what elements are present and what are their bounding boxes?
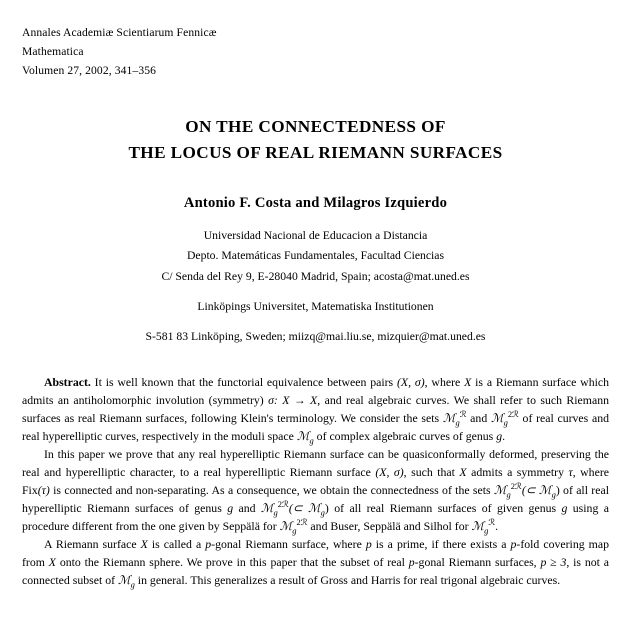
symbol-paren-1: ) bbox=[555, 482, 560, 497]
abstract-text-2i: using a procedure different from the one given by Seppälä for bbox=[22, 500, 609, 533]
abstract-text-1h: . bbox=[502, 428, 506, 443]
symbol-fix-tau: (τ) bbox=[37, 482, 50, 497]
symbol-sup-2r-2: 2ℛ bbox=[510, 480, 522, 491]
symbol-sub-g-5: g bbox=[551, 489, 556, 500]
symbol-sub-g-8: g bbox=[292, 525, 297, 535]
abstract-text-2g: and bbox=[233, 500, 261, 515]
symbol-sub-g-3: g bbox=[309, 434, 314, 445]
abstract-text-2k: . bbox=[495, 518, 499, 533]
abstract-text-1a: It is well known that the functorial equivalence between pairs bbox=[90, 374, 397, 389]
abstract-text-3i: in general. This generalizes a result of Gross and Harris for real trigonal algebraic curves. bbox=[134, 572, 561, 587]
journal-name-line1: Annales Academiæ Scientiarum Fennicæ bbox=[22, 26, 217, 39]
abstract-text-2h: of all real Riemann surfaces of given genus bbox=[328, 500, 562, 515]
abstract-text-2a: In this paper we prove that any real hyperelliptic Riemann surface can be quasiconformally deformed, preserving the real and hyperelliptic character, to a real hyperelliptic Riemann surface bbox=[22, 446, 609, 479]
journal-name-line2: Mathematica bbox=[22, 44, 84, 58]
symbol-sub-g-2: g bbox=[503, 416, 508, 427]
abstract-paragraph-3 bbox=[22, 536, 609, 590]
symbol-sup-2r-3: 2ℛ bbox=[277, 498, 289, 509]
symbol-g-3: g bbox=[561, 500, 568, 515]
symbol-g-2: g bbox=[227, 500, 234, 515]
abstract-text-2d: , where Fix bbox=[22, 464, 609, 497]
affiliation-line-3: C/ Senda del Rey 9, E-28040 Madrid, Spain; acosta@mat.uned.es bbox=[161, 270, 470, 284]
abstract-section bbox=[22, 374, 609, 590]
affiliation-line-4: Linköpings Universitet, Matematiska Institutionen bbox=[197, 300, 434, 314]
symbol-p-2: p bbox=[365, 537, 372, 552]
symbol-sup-r-1: ℛ bbox=[459, 408, 467, 419]
symbol-sup-r-2: ℛ bbox=[488, 516, 496, 527]
symbol-sub-g-6: g bbox=[273, 507, 278, 518]
symbol-pair-x-sigma-2: (X, σ) bbox=[375, 464, 404, 479]
affiliation-spacer-2 bbox=[22, 318, 609, 327]
abstract-text-3a: A Riemann surface bbox=[44, 537, 141, 552]
symbol-m-g-r-1: ℳ bbox=[442, 410, 456, 425]
symbol-sub-g-10: g bbox=[130, 579, 135, 590]
abstract-text-2j: and Buser, Seppälä and Silhol for bbox=[307, 518, 472, 533]
abstract-text-3e: -fold covering map from bbox=[22, 537, 609, 569]
symbol-m-g-r-2: ℳ bbox=[490, 410, 504, 425]
abstract-text-3f: onto the Riemann sphere. We prove in this paper that the subset of real bbox=[55, 554, 409, 569]
journal-volume-line: Volumen 27, 2002, 341–356 bbox=[22, 63, 157, 77]
symbol-m-g-r-4: ℳ bbox=[279, 518, 293, 533]
symbol-sigma-map: σ: X → X bbox=[268, 392, 318, 407]
symbol-paren-2: ) bbox=[324, 500, 329, 515]
symbol-subset-m-g-1: (⊂ ℳ bbox=[521, 482, 552, 497]
symbol-p-4: p bbox=[408, 554, 415, 569]
symbol-p-1: p bbox=[205, 537, 212, 552]
symbol-x-4: X bbox=[48, 554, 56, 569]
abstract-text-3d: is a prime, if there exists a bbox=[371, 537, 511, 552]
symbol-sub-g-4: g bbox=[506, 489, 511, 500]
abstract-text-2f: of all real hyperelliptic Riemann surfaces of genus bbox=[22, 482, 609, 515]
title-line-2: THE LOCUS OF REAL RIEMANN SURFACES bbox=[128, 143, 503, 163]
symbol-x-1: X bbox=[464, 374, 472, 389]
symbol-g-1: g bbox=[496, 428, 503, 443]
abstract-text-1g: of complex algebraic curves of genus bbox=[313, 428, 497, 443]
symbol-subset-m-g-2: (⊂ ℳ bbox=[288, 500, 321, 515]
affiliation-block bbox=[22, 226, 609, 348]
title-line-1: ON THE CONNECTEDNESS OF bbox=[185, 117, 446, 137]
abstract-text-3c: -gonal Riemann surface, where bbox=[211, 537, 366, 552]
abstract-text-2c: admits a symmetry bbox=[466, 464, 569, 479]
symbol-x-2: X bbox=[459, 464, 467, 479]
symbol-m-g-2r-2: ℳ bbox=[493, 482, 507, 497]
authors: Antonio F. Costa and Milagros Izquierdo bbox=[183, 194, 448, 211]
symbol-sub-g-9: g bbox=[484, 525, 489, 535]
abstract-text-1f: of real curves and real hyperelliptic curves, respectively in the moduli space bbox=[22, 410, 609, 443]
symbol-sup-2r-1: 2ℛ bbox=[507, 408, 519, 419]
paper-content bbox=[22, 24, 609, 590]
abstract-label: Abstract. bbox=[44, 374, 91, 389]
abstract-text-1e: and bbox=[466, 410, 491, 425]
symbol-m-g-r-3: ℳ bbox=[260, 500, 274, 515]
abstract-text-3g: -gonal Riemann surfaces, bbox=[414, 554, 541, 569]
symbol-sub-g-1: g bbox=[455, 416, 460, 427]
affiliation-line-1: Universidad Nacional de Educacion a Distancia bbox=[203, 228, 428, 242]
symbol-m-g-2: ℳ bbox=[117, 572, 131, 587]
affiliation-line-2: Depto. Matemáticas Fundamentales, Facultad Ciencias bbox=[186, 249, 445, 263]
journal-header bbox=[22, 24, 609, 80]
symbol-m-g-1: ℳ bbox=[296, 428, 310, 443]
symbol-sup-2r-4: 2ℛ bbox=[296, 516, 308, 527]
symbol-pair-x-sigma: (X, σ) bbox=[396, 374, 425, 389]
symbol-sub-g-7: g bbox=[320, 507, 325, 518]
abstract-text-2e: is connected and non-separating. As a consequence, we obtain the connectedness of the sets bbox=[49, 482, 494, 497]
abstract-text-1b: , where bbox=[424, 374, 465, 389]
affiliation-spacer bbox=[22, 288, 609, 297]
affiliation-line-5: S-581 83 Linköping, Sweden; miizq@mai.liu.se, mizquier@mat.uned.es bbox=[145, 329, 486, 343]
symbol-m-g-r-5: ℳ bbox=[471, 518, 485, 533]
page-title bbox=[22, 114, 609, 166]
abstract-text-3h: , is not a connected subset of bbox=[22, 554, 609, 587]
abstract-paragraph-2 bbox=[22, 446, 609, 536]
abstract-text-3b: is called a bbox=[147, 537, 206, 552]
abstract-text-2b: , such that bbox=[403, 464, 460, 479]
symbol-p-3: p bbox=[510, 537, 517, 552]
symbol-tau-1: τ bbox=[568, 464, 573, 479]
symbol-x-3: X bbox=[140, 537, 148, 552]
symbol-p-geq-3: p ≥ 3 bbox=[540, 554, 567, 569]
abstract-paragraph-1 bbox=[22, 374, 609, 446]
abstract-text-1d: , and real algebraic curves. We shall refer to such Riemann surfaces as real Riemann surfaces, following Klein's terminology. We consider the sets bbox=[22, 392, 609, 425]
abstract-text-1c: is a Riemann surface which admits an antiholomorphic involution (symmetry) bbox=[22, 374, 610, 407]
